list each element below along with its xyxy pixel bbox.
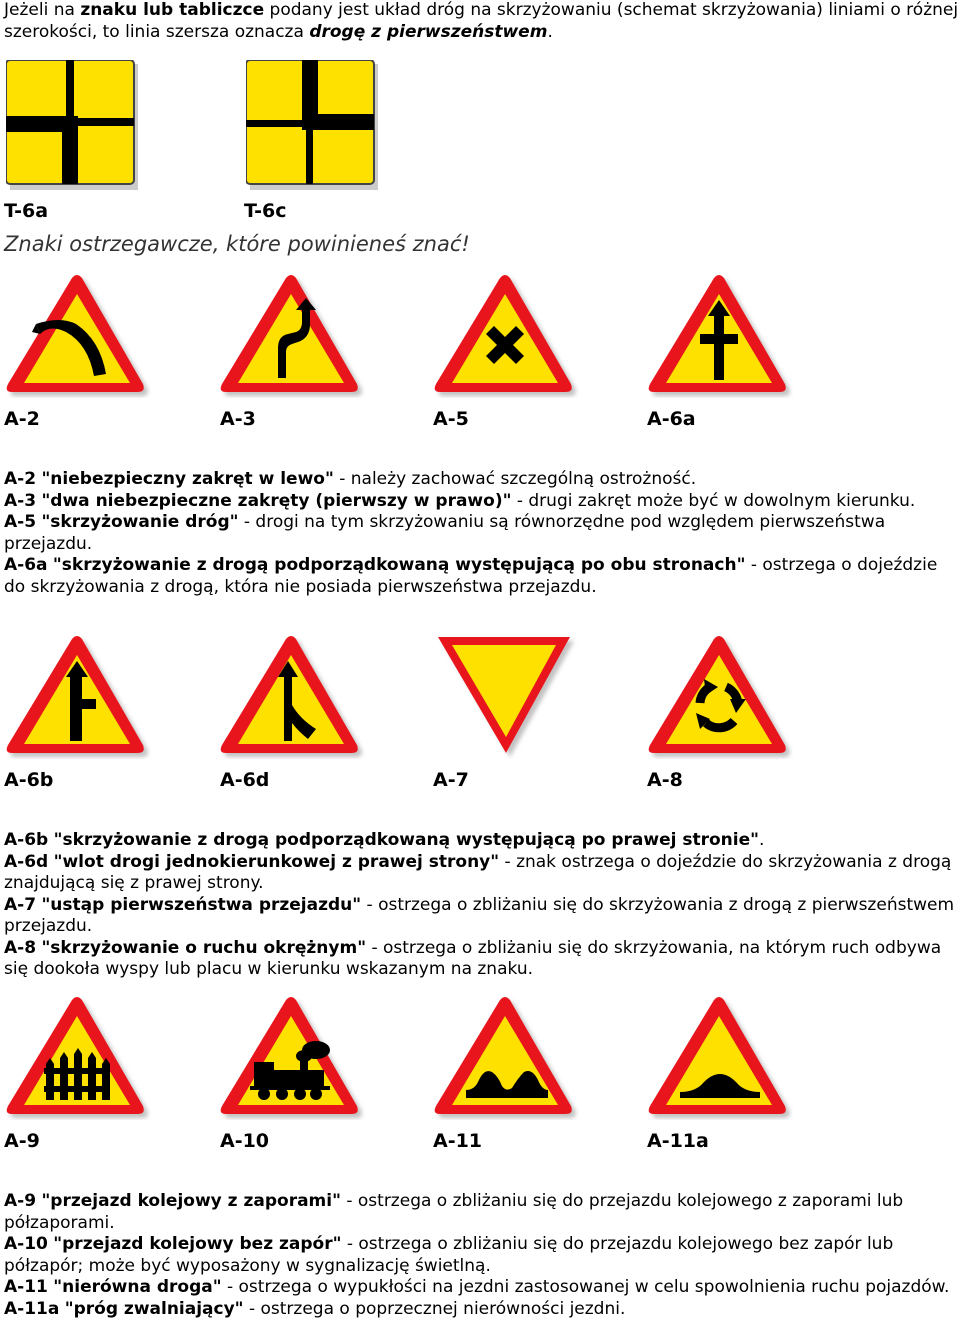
desc-title: "przejazd kolejowy z zaporami" xyxy=(41,1191,341,1211)
desc-title: "próg zwalniający" xyxy=(64,1298,244,1319)
desc-code: A-9 xyxy=(4,1191,37,1211)
desc-title: "nierówna droga" xyxy=(53,1277,222,1297)
desc-a5 xyxy=(4,512,959,555)
desc-a6b xyxy=(4,830,959,852)
desc-text: . xyxy=(758,830,765,850)
plate-t6a xyxy=(6,60,142,192)
code-a11a: A-11a xyxy=(647,1130,709,1152)
sign-a11a xyxy=(648,994,794,1120)
desc-code: A-7 xyxy=(4,894,37,915)
plate-code-t6c: T-6c xyxy=(244,200,287,222)
desc-a7 xyxy=(4,895,959,938)
desc-a6a xyxy=(4,555,959,598)
desc-title: "przejazd kolejowy bez zapór" xyxy=(53,1234,342,1254)
desc-code: A-3 xyxy=(4,490,37,511)
desc-code: A-10 xyxy=(4,1234,48,1254)
code-a5: A-5 xyxy=(433,408,469,430)
desc-title: "skrzyżowanie z drogą podporządkowaną występującą po prawej stronie" xyxy=(53,830,759,850)
intro-bold-1: znaku lub tabliczce xyxy=(80,0,265,20)
desc-text: - znak ostrzega o dojeździe do skrzyżowania z drogą znajdującą się z prawej strony. xyxy=(4,851,952,893)
desc-code: A-8 xyxy=(4,937,37,958)
code-a3: A-3 xyxy=(220,408,256,430)
desc-a2 xyxy=(4,469,959,491)
desc-code: A-6d xyxy=(4,851,49,872)
sign-a6d xyxy=(220,633,366,759)
desc-code: A-6a xyxy=(4,555,48,575)
desc-a9 xyxy=(4,1191,959,1234)
sign-a9 xyxy=(6,994,152,1120)
desc-text: - należy zachować szczególną ostrożność. xyxy=(333,469,697,489)
desc-a6d xyxy=(4,852,959,895)
code-a10: A-10 xyxy=(220,1130,270,1152)
desc-title: "niebezpieczny zakręt w lewo" xyxy=(41,469,334,489)
intro-text-1: Jeżeli na xyxy=(4,0,81,20)
code-a8: A-8 xyxy=(647,769,683,791)
desc-title: "skrzyżowanie dróg" xyxy=(41,512,239,532)
intro-text-2: podany jest układ dróg na skrzyżowaniu (schemat skrzyżowania) liniami o różnej szerokości, to linia szersza oznacza xyxy=(4,0,959,42)
desc-code: A-5 xyxy=(4,512,37,532)
desc-text: - drugi zakręt może być w dowolnym kierunku. xyxy=(511,490,916,511)
code-a6d: A-6d xyxy=(220,769,270,791)
code-a6b: A-6b xyxy=(4,769,54,791)
row2-descriptions xyxy=(4,830,959,981)
desc-code: A-2 xyxy=(4,469,37,489)
row3-descriptions xyxy=(4,1191,959,1320)
code-a9: A-9 xyxy=(4,1130,40,1152)
desc-text: - drogi na tym skrzyżowaniu są równorzędne pod względem pierwszeństwa przejazdu. xyxy=(4,512,886,554)
desc-text: - ostrzega o zbliżaniu się do przejazdu kolejowego z zaporami lub półzaporami. xyxy=(4,1191,904,1233)
desc-a8 xyxy=(4,938,959,981)
desc-a11a xyxy=(4,1299,959,1321)
section-heading: Znaki ostrzegawcze, które powinieneś znać! xyxy=(4,232,470,256)
intro-bold-2: drogę z pierwszeństwem xyxy=(309,21,548,42)
desc-text: - ostrzega o dojeździe do skrzyżowania z drogą, która nie posiada pierwszeństwa przejazdu. xyxy=(4,555,938,597)
sign-a7 xyxy=(434,633,580,759)
code-a7: A-7 xyxy=(433,769,469,791)
desc-text: - ostrzega o zbliżaniu się do skrzyżowania z drogą z pierwszeństwem przejazdu. xyxy=(4,894,955,936)
desc-code: A-11a xyxy=(4,1298,60,1319)
desc-a3 xyxy=(4,491,959,513)
desc-text: - ostrzega o zbliżaniu się do skrzyżowania, na którym ruch odbywa się dookoła wyspy lub placu w kierunku wskazanym na znaku. xyxy=(4,937,942,979)
sign-a6a xyxy=(648,272,794,398)
desc-title: "wlot drogi jednokierunkowej z prawej strony" xyxy=(53,851,500,872)
sign-a5 xyxy=(434,272,580,398)
code-a2: A-2 xyxy=(4,408,40,430)
code-a6a: A-6a xyxy=(647,408,696,430)
row1-descriptions xyxy=(4,469,959,598)
sign-a2 xyxy=(6,272,152,398)
intro-text-3: . xyxy=(547,21,553,42)
desc-a11 xyxy=(4,1277,959,1299)
code-a11: A-11 xyxy=(433,1130,483,1152)
desc-title: "ustąp pierwszeństwa przejazdu" xyxy=(41,894,362,915)
sign-a6b xyxy=(6,633,152,759)
desc-text: - ostrzega o zbliżaniu się do przejazdu kolejowego bez zapór lub półzapór; może być wyposażony w sygnalizację świetlną. xyxy=(4,1234,894,1276)
desc-title: "skrzyżowanie o ruchu okrężnym" xyxy=(41,937,367,958)
sign-a10 xyxy=(220,994,366,1120)
sign-a8 xyxy=(648,633,794,759)
sign-a3 xyxy=(220,272,366,398)
desc-text: - ostrzega o wypukłości na jezdni zastosowanej w celu spowolnienia ruchu pojazdów. xyxy=(221,1277,950,1297)
intro-paragraph xyxy=(4,0,959,43)
desc-text: - ostrzega o poprzecznej nierówności jezdni. xyxy=(243,1298,626,1319)
desc-title: "dwa niebezpieczne zakręty (pierwszy w prawo)" xyxy=(41,490,512,511)
desc-title: "skrzyżowanie z drogą podporządkowaną występującą po obu stronach" xyxy=(52,555,746,575)
desc-code: A-11 xyxy=(4,1277,48,1297)
plate-code-t6a: T-6a xyxy=(4,200,49,222)
sign-a11 xyxy=(434,994,580,1120)
plate-t6c xyxy=(246,60,382,192)
desc-code: A-6b xyxy=(4,830,49,850)
desc-a10 xyxy=(4,1234,959,1277)
